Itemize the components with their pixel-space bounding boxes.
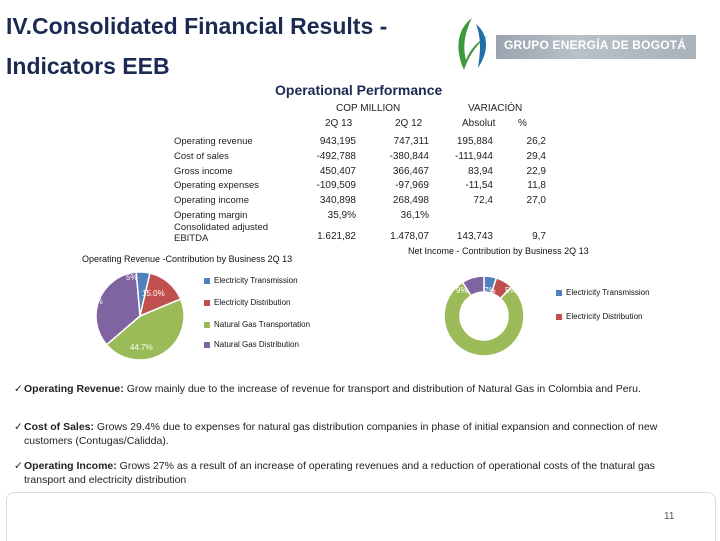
bullet-operating-revenue — [14, 383, 684, 397]
row-label: Operating expenses — [174, 180, 260, 191]
legend-swatch — [204, 300, 210, 306]
table-cell: -97,969 — [395, 180, 429, 191]
net-income-donut-data-label: 7% — [484, 286, 496, 295]
legend-label: Electricity Transmission — [566, 288, 650, 297]
legend-swatch — [204, 322, 210, 328]
legend-label: Electricity Distribution — [566, 312, 643, 321]
legend-swatch — [204, 278, 210, 284]
net-income-chart-title: Net Income - Contribution by Business 2Q 13 — [408, 246, 589, 256]
legend-swatch — [556, 290, 562, 296]
revenue-pie-data-label: 34.7% — [80, 297, 103, 306]
table-cell: 943,195 — [319, 136, 356, 147]
checkmark-icon: ✓ — [14, 421, 23, 433]
checkmark-icon: ✓ — [14, 460, 23, 472]
table-cell: 9,7 — [532, 231, 546, 242]
col-header-2q13: 2Q 13 — [325, 118, 353, 129]
bullet-text: Grow mainly due to the increase of revenue for transport and distribution of Natural Gas in Colombia and Peru. — [123, 383, 641, 395]
net-income-donut-chart — [432, 268, 552, 372]
footer-frame — [6, 492, 716, 541]
slide-title-line1: IV.Consolidated Financial Results - — [6, 13, 388, 39]
legend-entry — [204, 340, 299, 349]
legend-label: Natural Gas Distribution — [214, 340, 299, 349]
legend-swatch — [556, 314, 562, 320]
bullet-operating-income — [14, 460, 684, 487]
revenue-pie-chart — [60, 268, 220, 378]
col-header-2q12: 2Q 12 — [395, 118, 423, 129]
bullet-text: Grows 29.4% due to expenses for natural gas distribution companies in phase of initial expansion and connection of new customers (Contugas/Calidda). — [24, 421, 658, 447]
legend-entry — [204, 276, 298, 285]
table-cell: -380,844 — [389, 151, 429, 162]
table-cell: 268,498 — [392, 195, 429, 206]
company-logo — [448, 14, 706, 76]
legend-swatch — [204, 342, 210, 348]
col-header-absolut: Absolut — [462, 118, 496, 129]
table-cell: 1.478,07 — [390, 231, 429, 242]
legend-entry — [556, 288, 650, 297]
row-label: Operating income — [174, 195, 249, 206]
table-cell: 29,4 — [526, 151, 546, 162]
table-cell: -109,509 — [316, 180, 356, 191]
table-cell: 366,467 — [392, 166, 429, 177]
revenue-pie-data-label: 44.7% — [130, 343, 153, 352]
bullet-heading: Operating Revenue: — [24, 383, 124, 395]
group-header-variacion: VARIACIÓN — [468, 103, 523, 114]
section-title: Operational Performance — [275, 82, 443, 98]
table-cell: 1.621,82 — [317, 231, 356, 242]
revenue-pie-data-label: 5% — [126, 273, 138, 282]
bullet-heading: Cost of Sales: — [24, 421, 95, 433]
table-cell: 340,898 — [319, 195, 356, 206]
row-label: Cost of sales — [174, 151, 229, 162]
table-cell: -11,54 — [465, 180, 493, 191]
revenue-chart-title: Operating Revenue -Contribution by Business 2Q 13 — [82, 254, 293, 264]
legend-entry — [556, 312, 642, 321]
table-cell: 11,8 — [527, 180, 546, 191]
row-label: Gross income — [174, 166, 233, 177]
table-cell: 27,0 — [526, 195, 546, 206]
group-header-cop: COP MILLION — [336, 103, 401, 114]
table-cell: 143,743 — [456, 231, 493, 242]
table-cell: -492,788 — [316, 151, 356, 162]
checkmark-icon: ✓ — [14, 383, 23, 395]
bullet-text: Grows 27% as a result of an increase of operating revenues and a reduction of operational costs of the tnatural gas transport and electricity distribution — [24, 460, 655, 486]
table-cell: 22,9 — [526, 166, 546, 177]
table-cell: 36,1% — [400, 210, 429, 221]
page-number: 11 — [664, 511, 675, 522]
slide-title-line2: Indicators EEB — [6, 53, 170, 79]
legend-entry — [204, 320, 310, 329]
bullet-cost-of-sales — [14, 421, 684, 448]
table-cell: 83,94 — [467, 166, 493, 177]
legend-entry — [204, 298, 290, 307]
row-label: Operating margin — [174, 210, 248, 221]
table-cell: 450,407 — [319, 166, 356, 177]
legend-label: Electricity Distribution — [214, 298, 291, 307]
row-label: Operating revenue — [174, 136, 253, 147]
net-income-donut-data-label: 9% — [456, 286, 468, 295]
table-cell: -111,944 — [455, 151, 493, 162]
net-income-donut-data-label: 5% — [505, 286, 517, 295]
row-label: Consolidated adjusted EBITDA — [174, 222, 269, 244]
table-cell: 26,2 — [526, 136, 546, 147]
logo-text: GRUPO ENERGÍA DE BOGOTÁ — [504, 38, 687, 52]
legend-label: Natural Gas Transportation — [214, 320, 311, 329]
table-cell: 35,9% — [327, 210, 356, 221]
net-income-donut-data-label: 79% — [472, 354, 489, 363]
bullet-heading: Operating Income: — [24, 460, 117, 472]
col-header-pct: % — [518, 118, 527, 129]
table-cell: 72,4 — [473, 195, 493, 206]
leaf-logo-icon — [448, 14, 496, 76]
revenue-pie-data-label: 15.0% — [142, 289, 165, 298]
legend-label: Electricity Transmission — [214, 276, 298, 285]
table-cell: 195,884 — [456, 136, 493, 147]
slide-title — [6, 6, 387, 86]
table-cell: 747,311 — [393, 136, 429, 147]
